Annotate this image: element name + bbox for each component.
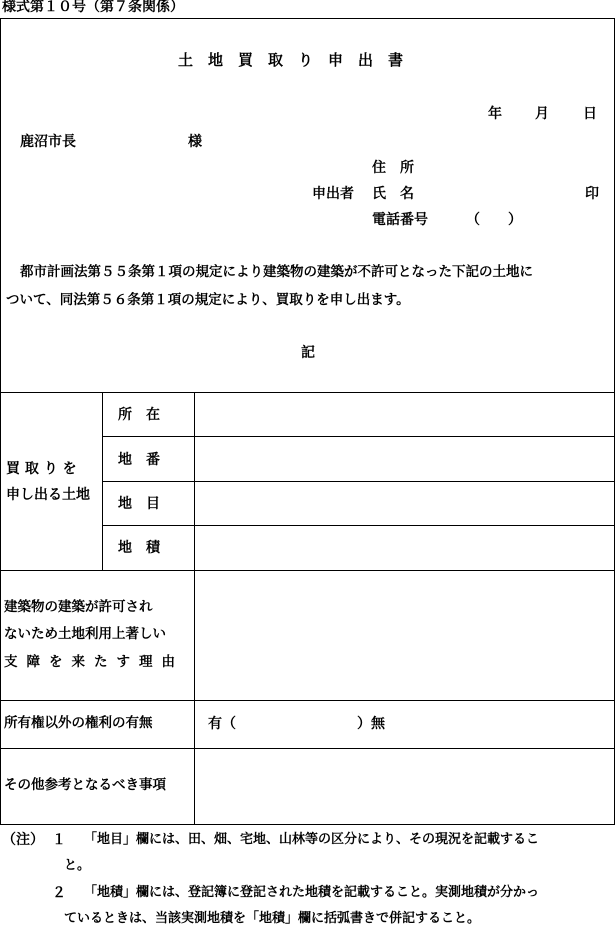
reason-label-line1: 建築物の建築が許可され bbox=[4, 599, 153, 615]
rights-no[interactable]: ）無 bbox=[357, 716, 385, 732]
land-row-area: 地 積 bbox=[118, 540, 160, 556]
land-category-field[interactable] bbox=[195, 482, 614, 525]
note2-number: ２ bbox=[52, 885, 66, 901]
note1-line2: と。 bbox=[64, 858, 91, 873]
addressee-honorific: 様 bbox=[188, 134, 202, 150]
land-location-field[interactable] bbox=[195, 393, 614, 436]
form-title: 土 地 買 取 り 申 出 書 bbox=[178, 51, 404, 69]
applicant-address-label: 住 所 bbox=[372, 160, 414, 176]
other-field[interactable] bbox=[195, 749, 614, 824]
land-section-label-line2: 申し出る土地 bbox=[6, 487, 90, 503]
reason-label-line2: ないため土地利用上著しい bbox=[4, 626, 166, 642]
note1-number: １ bbox=[52, 832, 66, 848]
land-section-label-line1: 買 取 り を bbox=[6, 461, 77, 477]
body-text-line1: 都市計画法第５５条第１項の規定により建築物の建築が不許可となった下記の土地に bbox=[20, 264, 533, 280]
form-number: 様式第１０号（第７条関係） bbox=[2, 0, 184, 15]
applicant-name-label: 氏 名 bbox=[372, 186, 414, 202]
land-row-land-category: 地 目 bbox=[118, 496, 160, 512]
date-year: 年 bbox=[488, 106, 502, 122]
land-area-field[interactable] bbox=[195, 526, 614, 570]
notes-prefix: （注） bbox=[2, 832, 44, 848]
addressee-name: 鹿沼市長 bbox=[20, 134, 76, 150]
land-row-lot-number: 地 番 bbox=[118, 452, 160, 468]
land-row-location: 所 在 bbox=[118, 407, 160, 423]
applicant-phone-parens: （ ） bbox=[466, 212, 522, 228]
applicant-phone-label: 電話番号 bbox=[372, 212, 428, 228]
reason-field[interactable] bbox=[195, 571, 614, 700]
ki-marker: 記 bbox=[301, 345, 315, 361]
rights-label: 所有権以外の権利の有無 bbox=[4, 715, 153, 731]
other-label: その他参考となるべき事項 bbox=[4, 777, 166, 793]
note2-line2: ているときは、当該実測地積を「地積」欄に括弧書きで併記すること。 bbox=[64, 911, 481, 926]
body-text-line2: ついて、同法第５６条第１項の規定により、買取りを申し出ます。 bbox=[6, 292, 410, 308]
seal-mark: 印 bbox=[585, 186, 599, 202]
date-month: 月 bbox=[535, 106, 549, 122]
date-day: 日 bbox=[583, 106, 597, 122]
note2-line1: 「地積」欄には、登記簿に登記された地積を記載すること。実測地積が分かっ bbox=[84, 885, 540, 900]
reason-label-line3-text: 支障を来たす理由 bbox=[4, 654, 184, 670]
reason-label-line3 bbox=[4, 656, 190, 670]
applicant-label: 申出者 bbox=[312, 186, 354, 202]
rights-yes[interactable]: 有（ bbox=[208, 716, 236, 732]
note1-line1: 「地目」欄には、田、畑、宅地、山林等の区分により、その現況を記載するこ bbox=[84, 832, 540, 847]
land-lot-number-field[interactable] bbox=[195, 437, 614, 481]
